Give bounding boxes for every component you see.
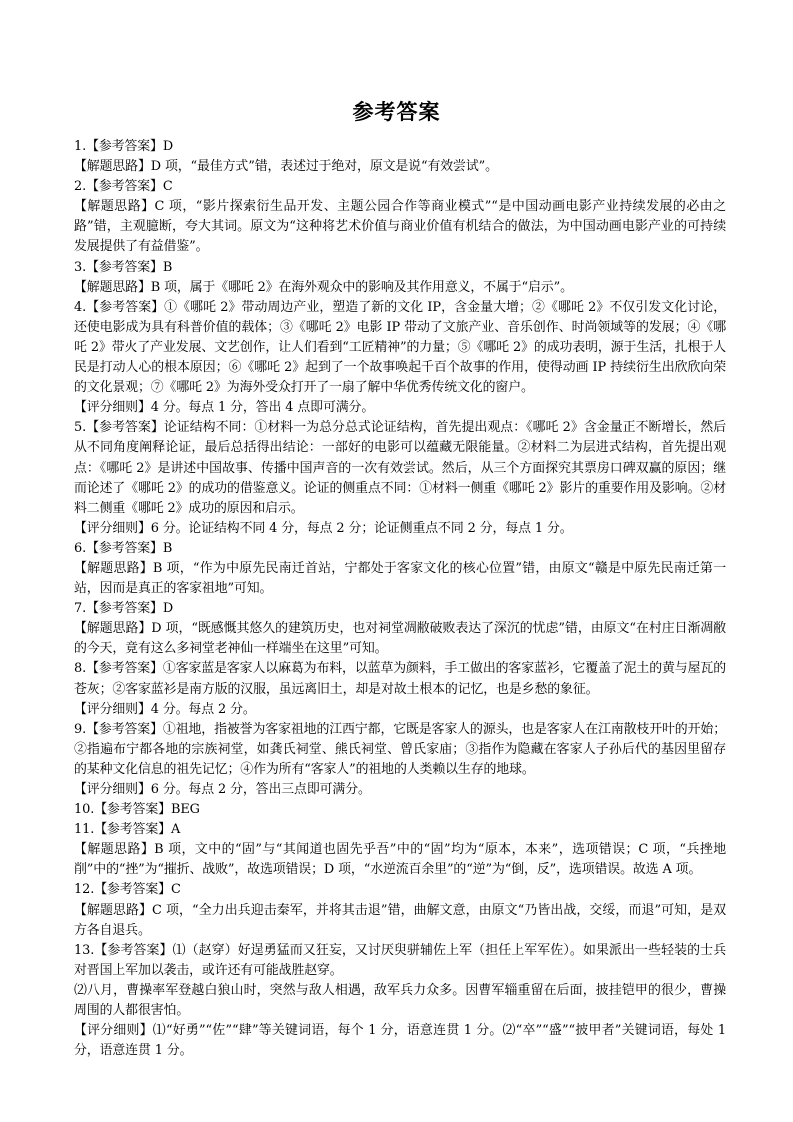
- answer-line: 【解题思路】B 项，文中的“固”与“其闻道也固先乎吾”中的“固”均为“原本，本来”，选项错误；C 项，“兵挫地削”中的“挫”为“摧折、战败”，故选项错误；D 项，“水逆流百余里”的“逆”为“倒，反”，选项错误。故选 A 项。: [74, 842, 726, 878]
- answer-line: 2.【参考答案】C: [74, 179, 173, 195]
- answer-line: 【解题思路】B 项，属于《哪吒 2》在海外观众中的影响及其作用意义，不属于“启示”。: [74, 279, 573, 295]
- answer-line: 12.【参考答案】C: [74, 882, 181, 898]
- answer-line: 9.【参考答案】①祖地，指被誉为客家祖地的江西宁都，它既是客家人的源头，也是客家人在江南散枝开叶的开始；②指遍布宁都各地的宗族祠堂，如龚氏祠堂、熊氏祠堂、曾氏家庙；③指作为隐藏在客家人子孙后代的基因里留存的某种文化信息的祖先记忆；④作为所有“客家人”的祖地的人类赖以生存的地球。: [74, 721, 726, 777]
- answer-list: [74, 137, 726, 1061]
- answer-line: 10.【参考答案】BEG: [74, 802, 200, 818]
- answer-line: 4.【参考答案】①《哪吒 2》带动周边产业，塑造了新的文化 IP，含金量大增；②《哪吒 2》不仅引发文化讨论，还使电影成为具有科普价值的载体；③《哪吒 2》电影 IP 带动了文旅产业、音乐创作、时尚领域等的发展；④《哪吒 2》带火了产业发展、文艺创作，让人们看到“工匠精神”的力量；⑤《哪吒 2》的成功表明，源于生活，扎根于人民是打动人心的根本原因；⑥《哪吒 2》起到了一个故事唤起千百个故事的作用，使得动画 IP 持续衍生出欣欣向荣的文化景观；⑦《哪吒 2》为海外受众打开了一扇了解中华优秀传统文化的窗户。: [74, 299, 726, 396]
- answer-line: 5.【参考答案】论证结构不同：①材料一为总分总式论证结构，首先提出观点：《哪吒 2》含金量正不断增长，然后从不同角度阐释论证，最后总括得出结论：一部好的电影可以蕴藏无限能量。②材料二为层进式结构，首先提出观点：《哪吒 2》是讲述中国故事、传播中国声音的一次有效尝试。然后，从三个方面探究其票房口碑双赢的原因；继而论述了《哪吒 2》的成功的借鉴意义。论证的侧重点不同：①材料一侧重《哪吒 2》影片的重要作用及影响。②材料二侧重《哪吒 2》成功的原因和启示。: [74, 420, 726, 516]
- answer-line: 7.【参考答案】D: [74, 601, 174, 617]
- answer-line: 【评分细则】⑴“好勇”“佐”“肆”等关键词语，每个 1 分，语意连贯 1 分。⑵“卒”“盛”“披甲者”关键词语，每处 1 分，语意连贯 1 分。: [74, 1023, 726, 1059]
- answer-line: ⑵八月，曹操率军登越白狼山时，突然与敌人相遇，敌军兵力众多。因曹军辎重留在后面，披挂铠甲的很少，曹操周围的人都很害怕。: [74, 982, 726, 1019]
- answer-line: 【评分细则】6 分。每点 2 分，答出三点即可满分。: [74, 782, 371, 797]
- answer-line: 【解题思路】C 项，“影片探索衍生品开发、主题公园合作等商业模式”“是中国动画电影产业持续发展的必由之路”错，主观臆断，夸大其词。原文为“这种将艺术价值与商业价值有机结合的做法，为中国动画电影产业的可持续发展提供了有益借鉴”。: [74, 199, 726, 255]
- answer-line: 【解题思路】D 项，“最佳方式”错，表述过于绝对，原文是说“有效尝试”。: [74, 159, 498, 175]
- answer-line: 【评分细则】6 分。论证结构不同 4 分，每点 2 分；论证侧重点不同 2 分，每点 1 分。: [74, 520, 573, 536]
- answer-line: 【解题思路】D 项，“既感慨其悠久的建筑历史，也对祠堂凋敝破败表达了深沉的忧虑”错，由原文“在村庄日渐凋敝的今天，竟有这么多祠堂老神仙一样端坐在这里”可知。: [74, 621, 726, 657]
- answer-line: 【解题思路】B 项，“作为中原先民南迁首站，宁都处于客家文化的核心位置”错，由原文“赣是中原先民南迁第一站，因而是真正的客家祖地”可知。: [74, 560, 726, 597]
- answer-line: 【解题思路】C 项，“全力出兵迎击秦军，并将其击退”错，曲解文意，由原文“乃皆出战，交绥，而退”可知，是双方各自退兵。: [74, 902, 726, 938]
- answer-line: 11.【参考答案】A: [74, 822, 181, 838]
- answer-line: 【评分细则】4 分。每点 2 分。: [74, 701, 256, 717]
- page-title: 参考答案: [352, 100, 441, 124]
- answer-line: 13.【参考答案】⑴（赵穿）好逞勇猛而又狂妄，又讨厌臾骈辅佐上军（担任上军军佐）。如果派出一些轻装的士兵对晋国上军加以袭击，或许还有可能战胜赵穿。: [74, 942, 726, 978]
- answer-line: 3.【参考答案】B: [74, 259, 173, 275]
- answer-line: 8.【参考答案】①客家蓝是客家人以麻葛为布料，以蓝草为颜料，手工做出的客家蓝衫，它覆盖了泥土的黄与屋瓦的苍灰；②客家蓝衫是南方版的汉服，虽远离旧土，却是对故土根本的记忆，也是乡愁的象征。: [74, 661, 726, 697]
- answer-line: 6.【参考答案】B: [74, 540, 173, 556]
- answer-line: 1.【参考答案】D: [74, 139, 174, 154]
- answer-line: 【评分细则】4 分。每点 1 分，答出 4 点即可满分。: [74, 400, 375, 416]
